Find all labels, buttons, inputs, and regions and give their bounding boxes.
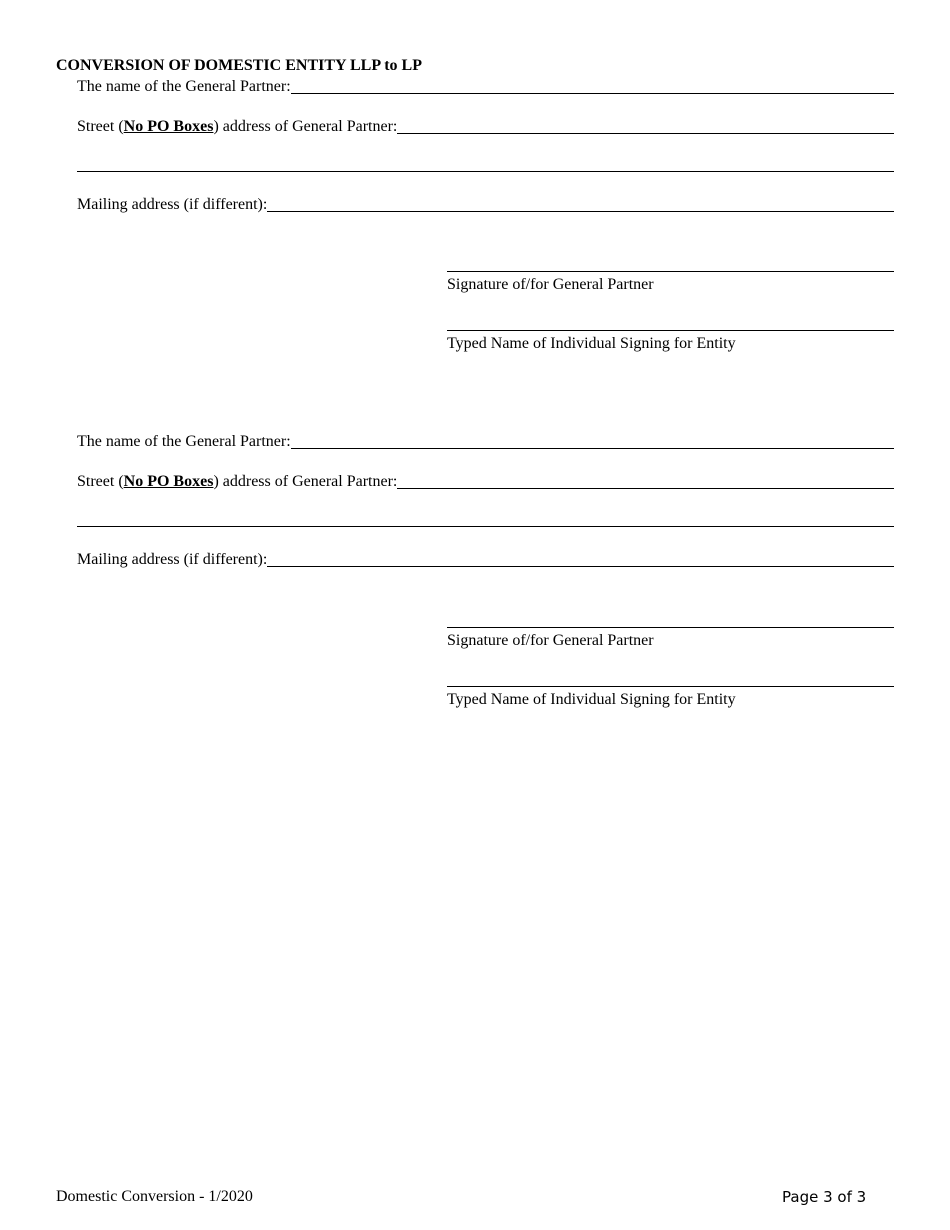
mailing-address-label: Mailing address (if different):: [77, 551, 268, 568]
signature-line[interactable]: [447, 627, 894, 628]
mailing-address-field-2[interactable]: [77, 547, 894, 569]
signature-block-1[interactable]: [447, 271, 894, 294]
general-partner-name-line[interactable]: [291, 448, 894, 449]
no-po-boxes-note: No PO Boxes: [123, 473, 214, 490]
street-address-line[interactable]: [397, 488, 894, 489]
street-address-continuation-line-2[interactable]: [77, 526, 894, 527]
document-title: CONVERSION OF DOMESTIC ENTITY LLP to LP: [56, 57, 422, 74]
mailing-address-field-1[interactable]: [77, 192, 894, 214]
mailing-address-line[interactable]: [267, 566, 894, 567]
typed-name-caption: Typed Name of Individual Signing for Entity: [447, 335, 736, 352]
mailing-address-line[interactable]: [267, 211, 894, 212]
general-partner-name-field-2[interactable]: [77, 429, 894, 451]
no-po-boxes-note: No PO Boxes: [123, 118, 214, 135]
footer-page-number: Page 3 of 3: [782, 1188, 867, 1206]
signature-line[interactable]: [447, 271, 894, 272]
typed-name-block-2[interactable]: [447, 686, 894, 709]
street-address-continuation-line-1[interactable]: [77, 171, 894, 172]
general-partner-name-label: The name of the General Partner:: [77, 78, 291, 95]
street-address-label: Street (No PO Boxes) address of General Partner:: [77, 473, 398, 490]
general-partner-name-field-1[interactable]: [77, 74, 894, 96]
general-partner-name-line[interactable]: [291, 93, 894, 94]
typed-name-line[interactable]: [447, 686, 894, 687]
typed-name-caption: Typed Name of Individual Signing for Entity: [447, 691, 736, 708]
signature-caption: Signature of/for General Partner: [447, 276, 654, 293]
signature-caption: Signature of/for General Partner: [447, 632, 654, 649]
street-address-field-2[interactable]: [77, 469, 894, 491]
typed-name-block-1[interactable]: [447, 330, 894, 353]
street-address-line[interactable]: [397, 133, 894, 134]
signature-block-2[interactable]: [447, 627, 894, 650]
typed-name-line[interactable]: [447, 330, 894, 331]
mailing-address-label: Mailing address (if different):: [77, 196, 268, 213]
street-address-label: Street (No PO Boxes) address of General Partner:: [77, 118, 398, 135]
footer-form-id: Domestic Conversion - 1/2020: [56, 1188, 253, 1205]
street-address-field-1[interactable]: [77, 114, 894, 136]
general-partner-name-label: The name of the General Partner:: [77, 433, 291, 450]
